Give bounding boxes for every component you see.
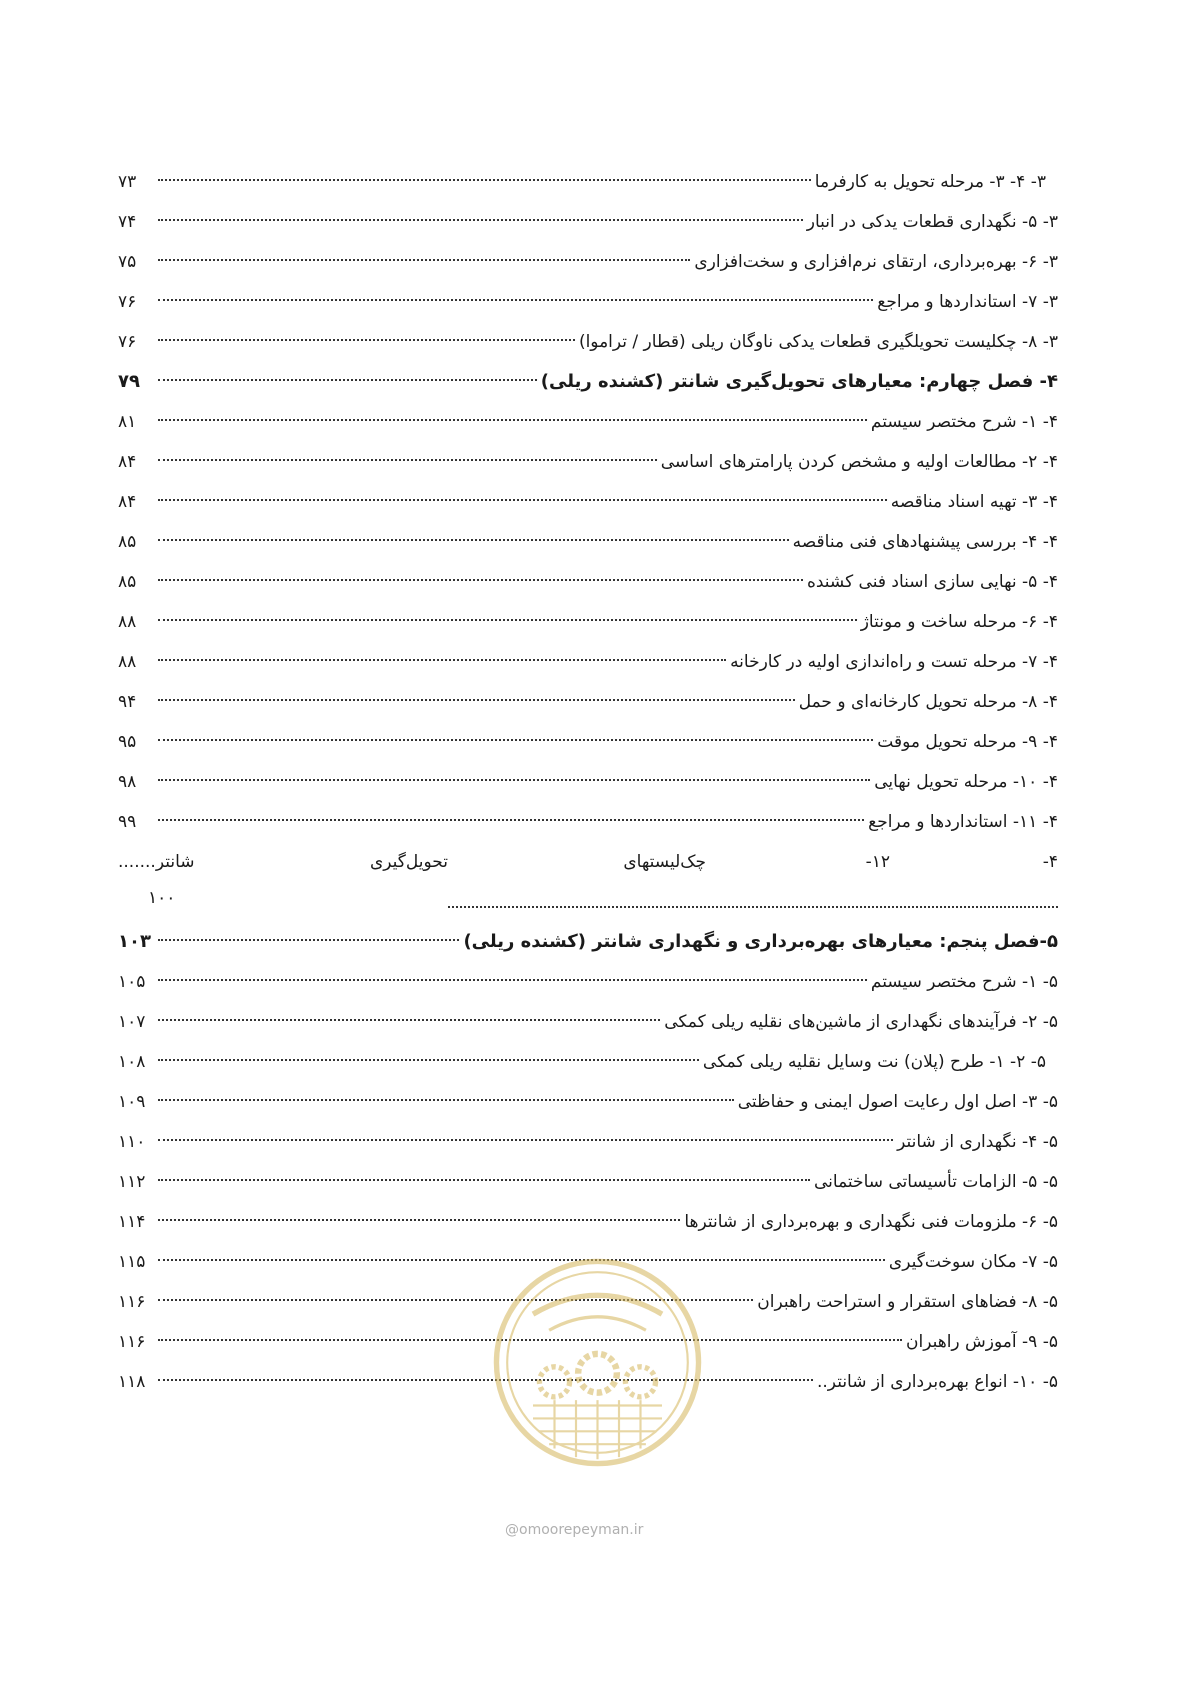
toc-entry[interactable] (118, 1202, 1058, 1242)
page-number: ۱۱۶ (118, 1292, 146, 1312)
toc-entry[interactable] (118, 322, 1058, 362)
toc-chapter-heading[interactable] (118, 922, 1058, 962)
page-number: ۸۵ (118, 532, 137, 552)
toc-entry-title: ۵- ۷- مکان سوخت‌گیری (888, 1252, 1058, 1272)
table-of-contents (118, 162, 1058, 1402)
toc-entry-title: ۵- ۹- آموزش راهبران (906, 1332, 1058, 1352)
toc-entry-title: ۴- ۳- تهیه اسناد مناقصه (890, 492, 1058, 512)
page-number: ۷۶ (118, 292, 137, 312)
toc-entry[interactable] (118, 482, 1058, 522)
dot-leader (158, 339, 575, 341)
toc-entry-title: ۵- ۵- الزامات تأسیساتی ساختمانی (814, 1172, 1058, 1192)
page-number: ۸۱ (118, 412, 137, 432)
dot-leader (158, 1219, 680, 1221)
toc-entry-title: ۴- ۶- مرحله ساخت و مونتاژ (860, 612, 1058, 632)
dot-leader (158, 659, 726, 661)
toc-entry[interactable] (118, 802, 1058, 842)
toc-entry[interactable] (118, 1042, 1058, 1082)
toc-entry[interactable] (118, 522, 1058, 562)
dot-leader (158, 219, 803, 221)
dot-leader (158, 419, 867, 421)
toc-entry-title: ۳- ۴- ۳- مرحله تحویل به کارفرما (814, 172, 1046, 192)
toc-entry-title: ۵- ۳- اصل اول رعایت اصول ایمنی و حفاظتی (737, 1092, 1058, 1112)
page-number: ۱۰۸ (118, 1052, 146, 1072)
page-number: ۷۵ (118, 252, 137, 272)
toc-entry-title: ۴- ۷- مرحله تست و راه‌اندازی اولیه در کارخانه (730, 652, 1058, 672)
page-number: ۱۱۸ (118, 1372, 146, 1392)
dot-leader (158, 1059, 699, 1061)
toc-entry[interactable] (118, 282, 1058, 322)
page-number: ۱۱۶ (118, 1332, 146, 1352)
toc-entry-title: ۴- ۸- مرحله تحویل کارخانه‌ای و حمل (798, 692, 1058, 712)
toc-row-checklists[interactable] (118, 842, 1058, 882)
watermark-handle: @omoorepeyman.ir (505, 1522, 644, 1538)
toc-entry-title: ۳- ۶- بهره‌برداری، ارتقای نرم‌افزاری و سخت‌افزاری (694, 252, 1058, 272)
toc-word: شانتر....... (118, 852, 195, 872)
toc-entry[interactable] (118, 242, 1058, 282)
toc-entry[interactable] (118, 1122, 1058, 1162)
page-number: ۸۴ (118, 492, 137, 512)
page-number: ۸۵ (118, 572, 137, 592)
page-number: ۷۳ (118, 172, 137, 192)
page-number: ۸۸ (118, 612, 137, 632)
dot-leader (158, 819, 864, 821)
page-number: ۷۹ (118, 371, 140, 392)
page-number: ۹۹ (118, 812, 137, 832)
page-number: ۹۸ (118, 772, 137, 792)
toc-entry-title: ۳- ۷- استانداردها و مراجع (877, 292, 1058, 312)
dot-leader (158, 379, 537, 381)
page-number: ۱۰۰ (148, 888, 176, 908)
page-number: ۱۱۵ (118, 1252, 146, 1272)
dot-leader (158, 1099, 734, 1101)
dot-leader (158, 619, 857, 621)
toc-entry[interactable] (118, 762, 1058, 802)
toc-entry-title: ۳- ۵- نگهداری قطعات یدکی در انبار (806, 212, 1058, 232)
toc-row-checklists-continued (118, 882, 1058, 922)
toc-entry-title: ۴- ۵- نهایی سازی اسناد فنی کشنده (806, 572, 1058, 592)
page-number: ۱۱۲ (118, 1172, 146, 1192)
dot-leader (158, 179, 811, 181)
dot-leader (158, 699, 795, 701)
toc-word: ۱۲- (865, 852, 890, 872)
page-number: ۹۴ (118, 692, 137, 712)
toc-word: ۴- (1042, 852, 1058, 872)
toc-entry-title: ۴- ۱۱- استانداردها و مراجع (868, 812, 1058, 832)
toc-entry-title: ۵- ۱- شرح مختصر سیستم (870, 972, 1058, 992)
dot-leader (158, 539, 789, 541)
page-number: ۸۴ (118, 452, 137, 472)
dot-leader (158, 459, 657, 461)
toc-entry-title: ۵- ۴- نگهداری از شانتر (897, 1132, 1058, 1152)
toc-entry-title: ۵- ۶- ملزومات فنی نگهداری و بهره‌برداری از شانترها (684, 1212, 1058, 1232)
page-number: ۱۰۷ (118, 1012, 146, 1032)
toc-chapter-heading[interactable] (118, 362, 1058, 402)
toc-entry-title: ۵- ۸- فضاهای استقرار و استراحت راهبران (757, 1292, 1058, 1312)
toc-entry[interactable] (118, 682, 1058, 722)
page-number: ۷۴ (118, 212, 137, 232)
toc-entry[interactable] (118, 202, 1058, 242)
dot-leader (448, 906, 1058, 908)
toc-entry-title: ۴- ۱- شرح مختصر سیستم (870, 412, 1058, 432)
dot-leader (158, 779, 870, 781)
page-number: ۱۰۹ (118, 1092, 146, 1112)
page-number: ۹۵ (118, 732, 137, 752)
dot-leader (158, 979, 867, 981)
watermark-logo-icon (490, 1255, 705, 1470)
toc-entry[interactable] (118, 442, 1058, 482)
page-number: ۱۱۴ (118, 1212, 146, 1232)
toc-entry-title: ۳- ۸- چکلیست تحویلگیری قطعات یدکی ناوگان ریلی (قطار / تراموا) (578, 332, 1058, 352)
toc-entry-title: ۵- ۲- فرآیندهای نگهداری از ماشین‌های نقلیه ریلی کمکی (664, 1012, 1058, 1032)
toc-entry-title: ۵- ۲- ۱- طرح (پلان) نت وسایل نقلیه ریلی کمکی (702, 1052, 1046, 1072)
toc-entry-title: ۴- ۹- مرحله تحویل موقت (877, 732, 1058, 752)
toc-entry-title: ۴- فصل چهارم: معیارهای تحویل‌گیری شانتر (کشنده ریلی) (540, 371, 1058, 392)
toc-entry[interactable] (118, 1002, 1058, 1042)
toc-entry[interactable] (118, 402, 1058, 442)
dot-leader (158, 1139, 893, 1141)
dot-leader (158, 299, 873, 301)
page-number: ۷۶ (118, 332, 137, 352)
toc-word: تحویل‌گیری (369, 852, 448, 872)
toc-entry-title: ۴- ۴- بررسی پیشنهادهای فنی مناقصه (792, 532, 1058, 552)
page-number: ۱۱۰ (118, 1132, 146, 1152)
toc-entry-title: ۴- ۱۰- مرحله تحویل نهایی (874, 772, 1058, 792)
toc-word: چک‌لیستهای (623, 852, 706, 872)
dot-leader (158, 1179, 810, 1181)
toc-entry-title: ۵- ۱۰- انواع بهره‌برداری از شانتر.. (817, 1372, 1058, 1392)
toc-entry-title: ۴- ۲- مطالعات اولیه و مشخص کردن پارامترهای اساسی (660, 452, 1058, 472)
toc-entry-title: ۵-فصل پنجم: معیارهای بهره‌برداری و نگهداری شانتر (کشنده ریلی) (463, 931, 1058, 952)
toc-entry[interactable] (118, 1162, 1058, 1202)
toc-entry[interactable] (118, 1082, 1058, 1122)
page-number: ۱۰۳ (118, 931, 151, 952)
dot-leader (158, 1379, 813, 1381)
dot-leader (158, 939, 459, 941)
page-number: ۸۸ (118, 652, 137, 672)
dot-leader (158, 1019, 660, 1021)
toc-entry[interactable] (118, 162, 1058, 202)
dot-leader (158, 499, 887, 501)
dot-leader (158, 259, 690, 261)
dot-leader (158, 739, 873, 741)
toc-entry[interactable] (118, 562, 1058, 602)
dot-leader (158, 579, 803, 581)
page-number: ۱۰۵ (118, 972, 146, 992)
toc-entry[interactable] (118, 962, 1058, 1002)
toc-entry[interactable] (118, 722, 1058, 762)
toc-entry[interactable] (118, 642, 1058, 682)
toc-entry[interactable] (118, 602, 1058, 642)
